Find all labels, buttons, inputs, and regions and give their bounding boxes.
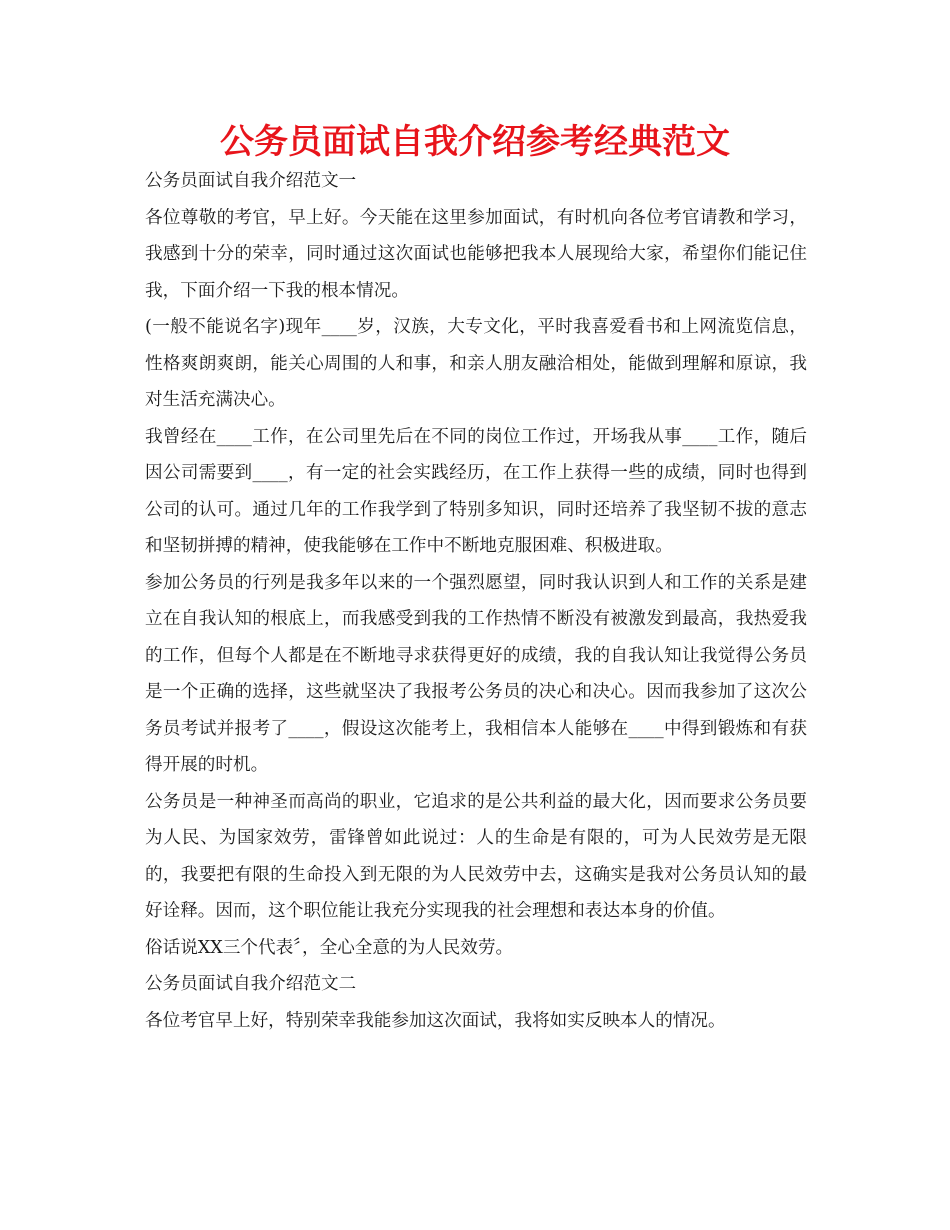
document-title: 公务员面试自我介绍参考经典范文 — [220, 122, 730, 162]
paragraph-civil-servant-meaning: 公务员是一种神圣而高尚的职业，它追求的是公共利益的最大化，因而要求公务员要为人民、为国家效劳，雷锋曾如此说过：人的生命是有限的，可为人民效劳是无限的，我要把有限的生命投入到无限的为人民效劳中去，这确实是我对公务员认知的最好诠释。因而，这个职位能让我充分实现我的社会理想和表达本身的价值。 — [145, 791, 807, 921]
section-heading-2: 公务员面试自我介绍范文二 — [145, 974, 357, 994]
paragraph-basic-info: (一般不能说名字)现年____岁，汉族，大专文化，平时我喜爱看书和上网流览信息，性格爽朗爽朗，能关心周围的人和事，和亲人朋友融洽相处，能做到理解和原谅，我对生活充满决心。 — [145, 317, 807, 410]
document-body — [145, 163, 807, 1039]
paragraph-greeting-2: 各位考官早上好，特别荣幸我能参加这次面试，我将如实反映本人的情况。 — [145, 1010, 726, 1031]
section-heading-1: 公务员面试自我介绍范文一 — [145, 171, 357, 191]
paragraph-saying: 俗话说XX三个代表〞，全心全意的为人民效劳。 — [145, 937, 514, 958]
paragraph-work-experience: 我曾经在____工作，在公司里先后在不同的岗位工作过，开场我从事____工作，随后因公司需要到____，有一定的社会实践经历，在工作上获得一些的成绩，同时也得到公司的认可。通过几年的工作我学到了特别多知识，同时还培养了我坚韧不拔的意志和坚韧拼搏的精神，使我能够在工作中不断地克服困难、积极进取。 — [145, 426, 807, 556]
paragraph-greeting: 各位尊敬的考官，早上好。今天能在这里参加面试，有时机向各位考官请教和学习，我感到十分的荣幸，同时通过这次面试也能够把我本人展现给大家，希望你们能记住我，下面介绍一下我的根本情况。 — [145, 207, 807, 301]
paragraph-motivation: 参加公务员的行列是我多年以来的一个强烈愿望，同时我认识到人和工作的关系是建立在自我认知的根底上，而我感受到我的工作热情不断没有被激发到最高，我热爱我的工作，但每个人都是在不断地寻求获得更好的成绩，我的自我认知让我觉得公务员是一个正确的选择，这些就坚决了我报考公务员的决心和决心。因而我参加了这次公务员考试并报考了____，假设这次能考上，我相信本人能够在____中得到锻炼和有获得开展的时机。 — [145, 572, 807, 775]
